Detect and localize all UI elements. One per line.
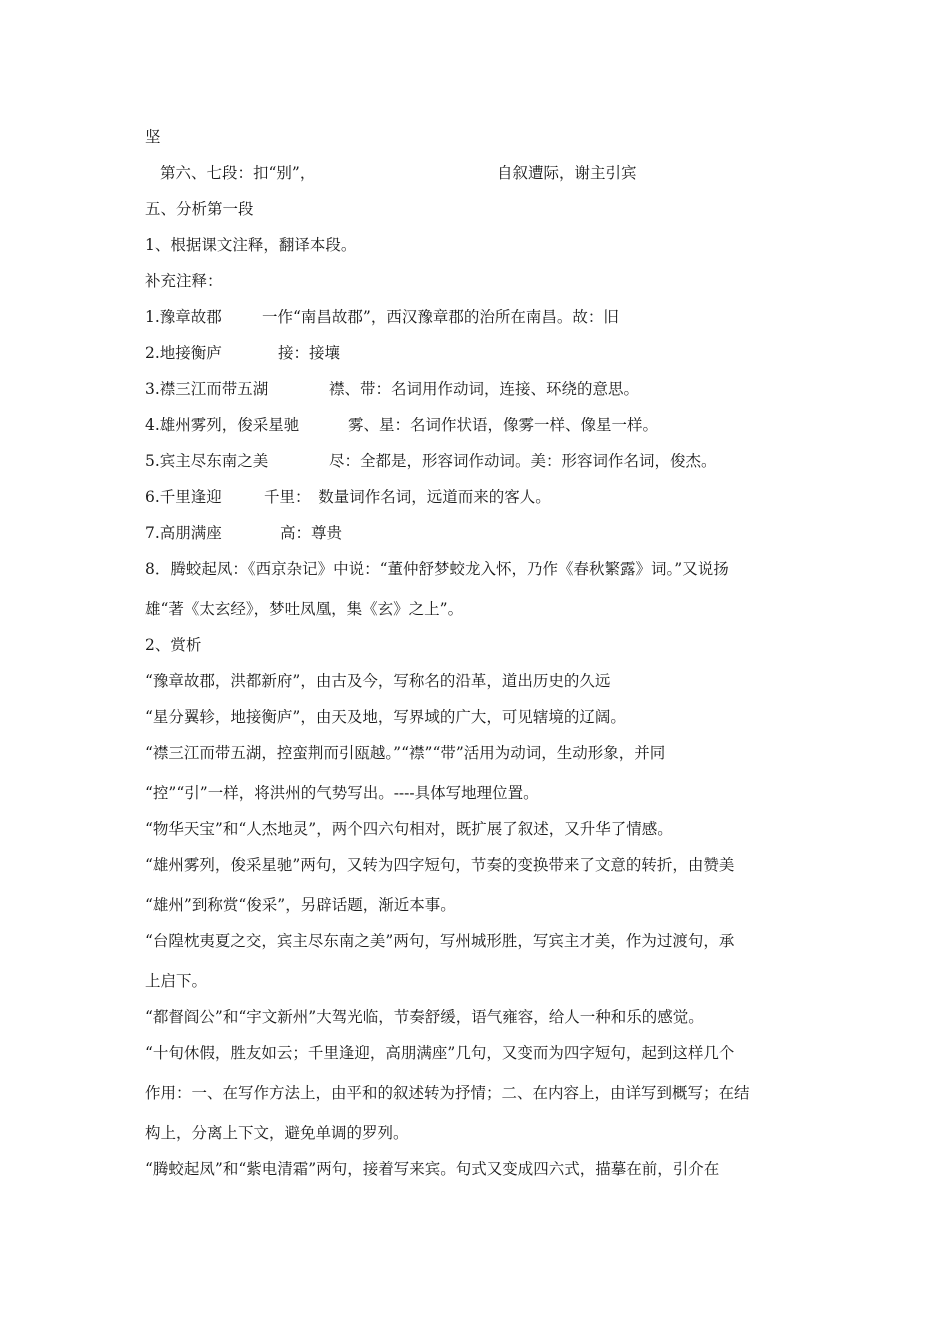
note-gloss: 高：尊贵: [280, 524, 343, 542]
text-line: “物华天宝”和“人杰地灵”，两个四六句相对，既扩展了叙述，又升华了情感。: [145, 820, 673, 838]
text-line: 作用：一、在写作方法上，由平和的叙述转为抒情；二、在内容上，由详写到概写；在结: [145, 1084, 750, 1102]
text-line: “控”“引”一样，将洪州的气势写出。----具体写地理位置。: [145, 784, 539, 802]
outline-item-left: 第六、七段：扣“别”，: [160, 164, 316, 182]
note-gloss: 尽：全都是，形容词作动词。美：形容词作名词，俊杰。: [329, 452, 717, 470]
note-gloss: 一作“南昌故郡”，西汉豫章郡的治所在南昌。故：旧: [262, 308, 619, 326]
subsection-heading: 1、根据课文注释，翻译本段。: [145, 236, 357, 254]
note-gloss: 襟、带：名词用作动词，连接、环绕的意思。: [329, 380, 640, 398]
text-line: “星分翼轸，地接衡庐”，由天及地，写界域的广大，可见辖境的辽阔。: [145, 708, 626, 726]
note-gloss: 千里： 数量词作名词，远道而来的客人。: [264, 488, 551, 506]
note-gloss: 雾、星：名词作状语，像雾一样、像星一样。: [348, 416, 659, 434]
text-line: 构上，分离上下文，避免单调的罗列。: [145, 1124, 409, 1142]
text-line: 坚: [145, 128, 161, 146]
subsection-heading: 2、赏析: [145, 636, 202, 654]
text-line: “十旬休假，胜友如云；千里逢迎，高朋满座”几句，又变而为四字短句，起到这样几个: [145, 1044, 735, 1062]
text-line: “雄州雾列，俊采星驰”两句，又转为四字短句，节奏的变换带来了文意的转折，由赞美: [145, 856, 735, 874]
text-line: “襟三江而带五湖，控蛮荆而引瓯越。”“襟”“带”活用为动词，生动形象，并同: [145, 744, 666, 762]
note-term: 4.雄州雾列，俊采星驰: [145, 416, 300, 434]
note-term: 7.高朋满座: [145, 524, 222, 542]
text-line: “台隍枕夷夏之交，宾主尽东南之美”两句，写州城形胜，写宾主才美，作为过渡句，承: [145, 932, 735, 950]
outline-item-right: 自叙遭际，谢主引宾: [497, 164, 637, 182]
text-line: “雄州”到称赏“俊采”，另辟话题，渐近本事。: [145, 896, 456, 914]
text-line: “豫章故郡，洪都新府”，由古及今，写称名的沿革，道出历史的久远: [145, 672, 611, 690]
text-line: 8．腾蛟起凤：《西京杂记》中说：“董仲舒梦蛟龙入怀，乃作《春秋繁露》词。”又说扬: [145, 560, 729, 578]
text-line: “都督阎公”和“宇文新州”大驾光临，节奏舒缓，语气雍容，给人一种和乐的感觉。: [145, 1008, 704, 1026]
text-line: “腾蛟起凤”和“紫电清霜”两句，接着写来宾。句式又变成四六式，描摹在前，引介在: [145, 1160, 720, 1178]
note-term: 2.地接衡庐: [145, 344, 222, 362]
note-gloss: 接：接壤: [278, 344, 341, 362]
notes-heading: 补充注释：: [145, 272, 223, 290]
note-term: 3.襟三江而带五湖: [145, 380, 269, 398]
note-term: 1.豫章故郡: [145, 308, 222, 326]
section-heading: 五、分析第一段: [145, 200, 254, 218]
text-line: 上启下。: [145, 972, 208, 990]
note-term: 6.千里逢迎: [145, 488, 222, 506]
note-term: 5.宾主尽东南之美: [145, 452, 269, 470]
text-line: 雄“著《太玄经》，梦吐凤凰，集《玄》之上”。: [145, 600, 464, 618]
